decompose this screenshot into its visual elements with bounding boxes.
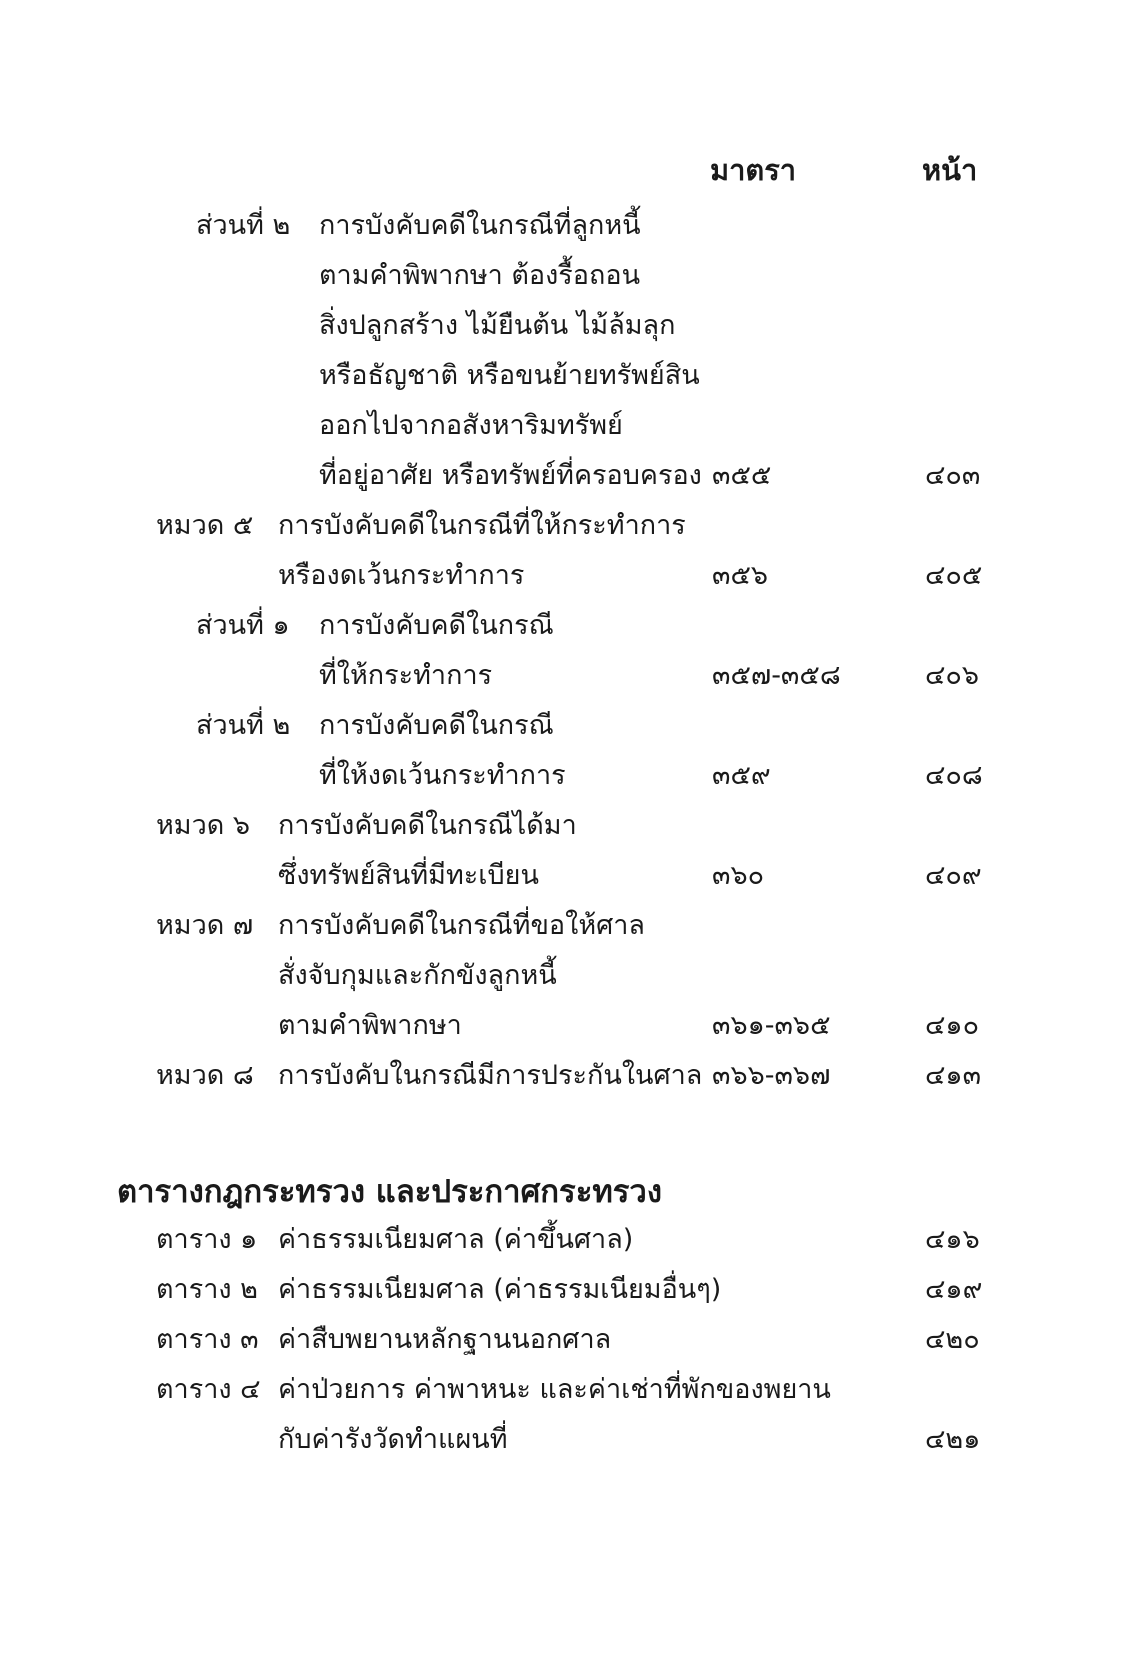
entry-title-line: ค่าธรรมเนียมศาล (ค่าธรรมเนียมอื่นๆ) <box>278 1274 722 1305</box>
entry-label: ส่วนที่ ๒ <box>196 710 291 741</box>
entry-title-line: สิ่งปลูกสร้าง ไม้ยืนต้น ไม้ล้มลุก <box>319 310 676 341</box>
entry-title-line: การบังคับคดีในกรณี <box>319 710 554 741</box>
entry-title-line: กับค่ารังวัดทำแผนที่ <box>278 1424 508 1455</box>
entry-label: หมวด ๖ <box>156 810 251 841</box>
entry-page-number: ๔๐๕ <box>925 560 983 591</box>
entry-title-line: การบังคับคดีในกรณีที่ให้กระทำการ <box>278 510 686 541</box>
entry-sections: ๓๕๗-๓๕๘ <box>712 660 841 691</box>
entry-sections: ๓๕๕ <box>712 460 772 491</box>
entry-title-line: หรือธัญชาติ หรือขนย้ายทรัพย์สิน <box>319 360 700 391</box>
entry-label: ตาราง ๔ <box>156 1374 261 1405</box>
entry-sections: ๓๖๐ <box>712 860 765 891</box>
entry-title-line: ซึ่งทรัพย์สินที่มีทะเบียน <box>278 860 539 891</box>
tables-section-title: ตารางกฎกระทรวง และประกาศกระทรวง <box>117 1174 662 1210</box>
page-column-header: หน้า <box>922 153 978 187</box>
entry-label: ส่วนที่ ๒ <box>196 210 291 241</box>
entry-title-line: การบังคับคดีในกรณี <box>319 610 554 641</box>
entry-label: หมวด ๕ <box>156 510 254 541</box>
entry-page-number: ๔๐๘ <box>925 760 983 791</box>
entry-title-line: ค่าป่วยการ ค่าพาหนะ และค่าเช่าที่พักของพยาน <box>278 1374 831 1405</box>
entry-sections: ๓๖๖-๓๖๗ <box>712 1060 831 1091</box>
entry-label: ตาราง ๒ <box>156 1274 258 1305</box>
entry-label: ส่วนที่ ๑ <box>196 610 290 641</box>
entry-title-line: การบังคับคดีในกรณีที่ขอให้ศาล <box>278 910 645 941</box>
entry-label: ตาราง ๓ <box>156 1324 259 1355</box>
entry-title-line: การบังคับคดีในกรณีได้มา <box>278 810 577 841</box>
entry-label: หมวด ๘ <box>156 1060 254 1091</box>
entry-title-line: ตามคำพิพากษา <box>278 1010 462 1041</box>
entry-page-number: ๔๑๙ <box>925 1274 983 1305</box>
entry-page-number: ๔๐๖ <box>925 660 980 691</box>
entry-title-line: ที่ให้งดเว้นกระทำการ <box>319 760 566 791</box>
entry-title-line: หรืองดเว้นกระทำการ <box>278 560 525 591</box>
entry-title-line: ที่ให้กระทำการ <box>319 660 493 691</box>
entry-title-line: ที่อยู่อาศัย หรือทรัพย์ที่ครอบครอง <box>319 460 702 491</box>
entry-page-number: ๔๑๖ <box>925 1224 980 1255</box>
entry-title-line: การบังคับในกรณีมีการประกันในศาล <box>278 1060 703 1091</box>
entry-label: ตาราง ๑ <box>156 1224 258 1255</box>
entry-sections: ๓๖๑-๓๖๕ <box>712 1010 831 1041</box>
entry-sections: ๓๕๙ <box>712 760 771 791</box>
entry-page-number: ๔๑๓ <box>925 1060 982 1091</box>
entry-page-number: ๔๐๓ <box>925 460 981 491</box>
entry-title-line: การบังคับคดีในกรณีที่ลูกหนี้ <box>319 210 641 241</box>
entry-title-line: ตามคำพิพากษา ต้องรื้อถอน <box>319 260 641 291</box>
entry-title-line: ออกไปจากอสังหาริมทรัพย์ <box>319 410 623 441</box>
entry-title-line: สั่งจับกุมและกักขังลูกหนี้ <box>278 960 557 991</box>
entry-page-number: ๔๑๐ <box>925 1010 980 1041</box>
entry-page-number: ๔๒๑ <box>925 1424 981 1455</box>
entry-label: หมวด ๗ <box>156 910 254 941</box>
entry-page-number: ๔๐๙ <box>925 860 982 891</box>
entry-sections: ๓๕๖ <box>712 560 769 591</box>
entry-page-number: ๔๒๐ <box>925 1324 980 1355</box>
section-column-header: มาตรา <box>710 153 797 187</box>
entry-title-line: ค่าธรรมเนียมศาล (ค่าขึ้นศาล) <box>278 1224 634 1255</box>
entry-title-line: ค่าสืบพยานหลักฐานนอกศาล <box>278 1324 612 1355</box>
